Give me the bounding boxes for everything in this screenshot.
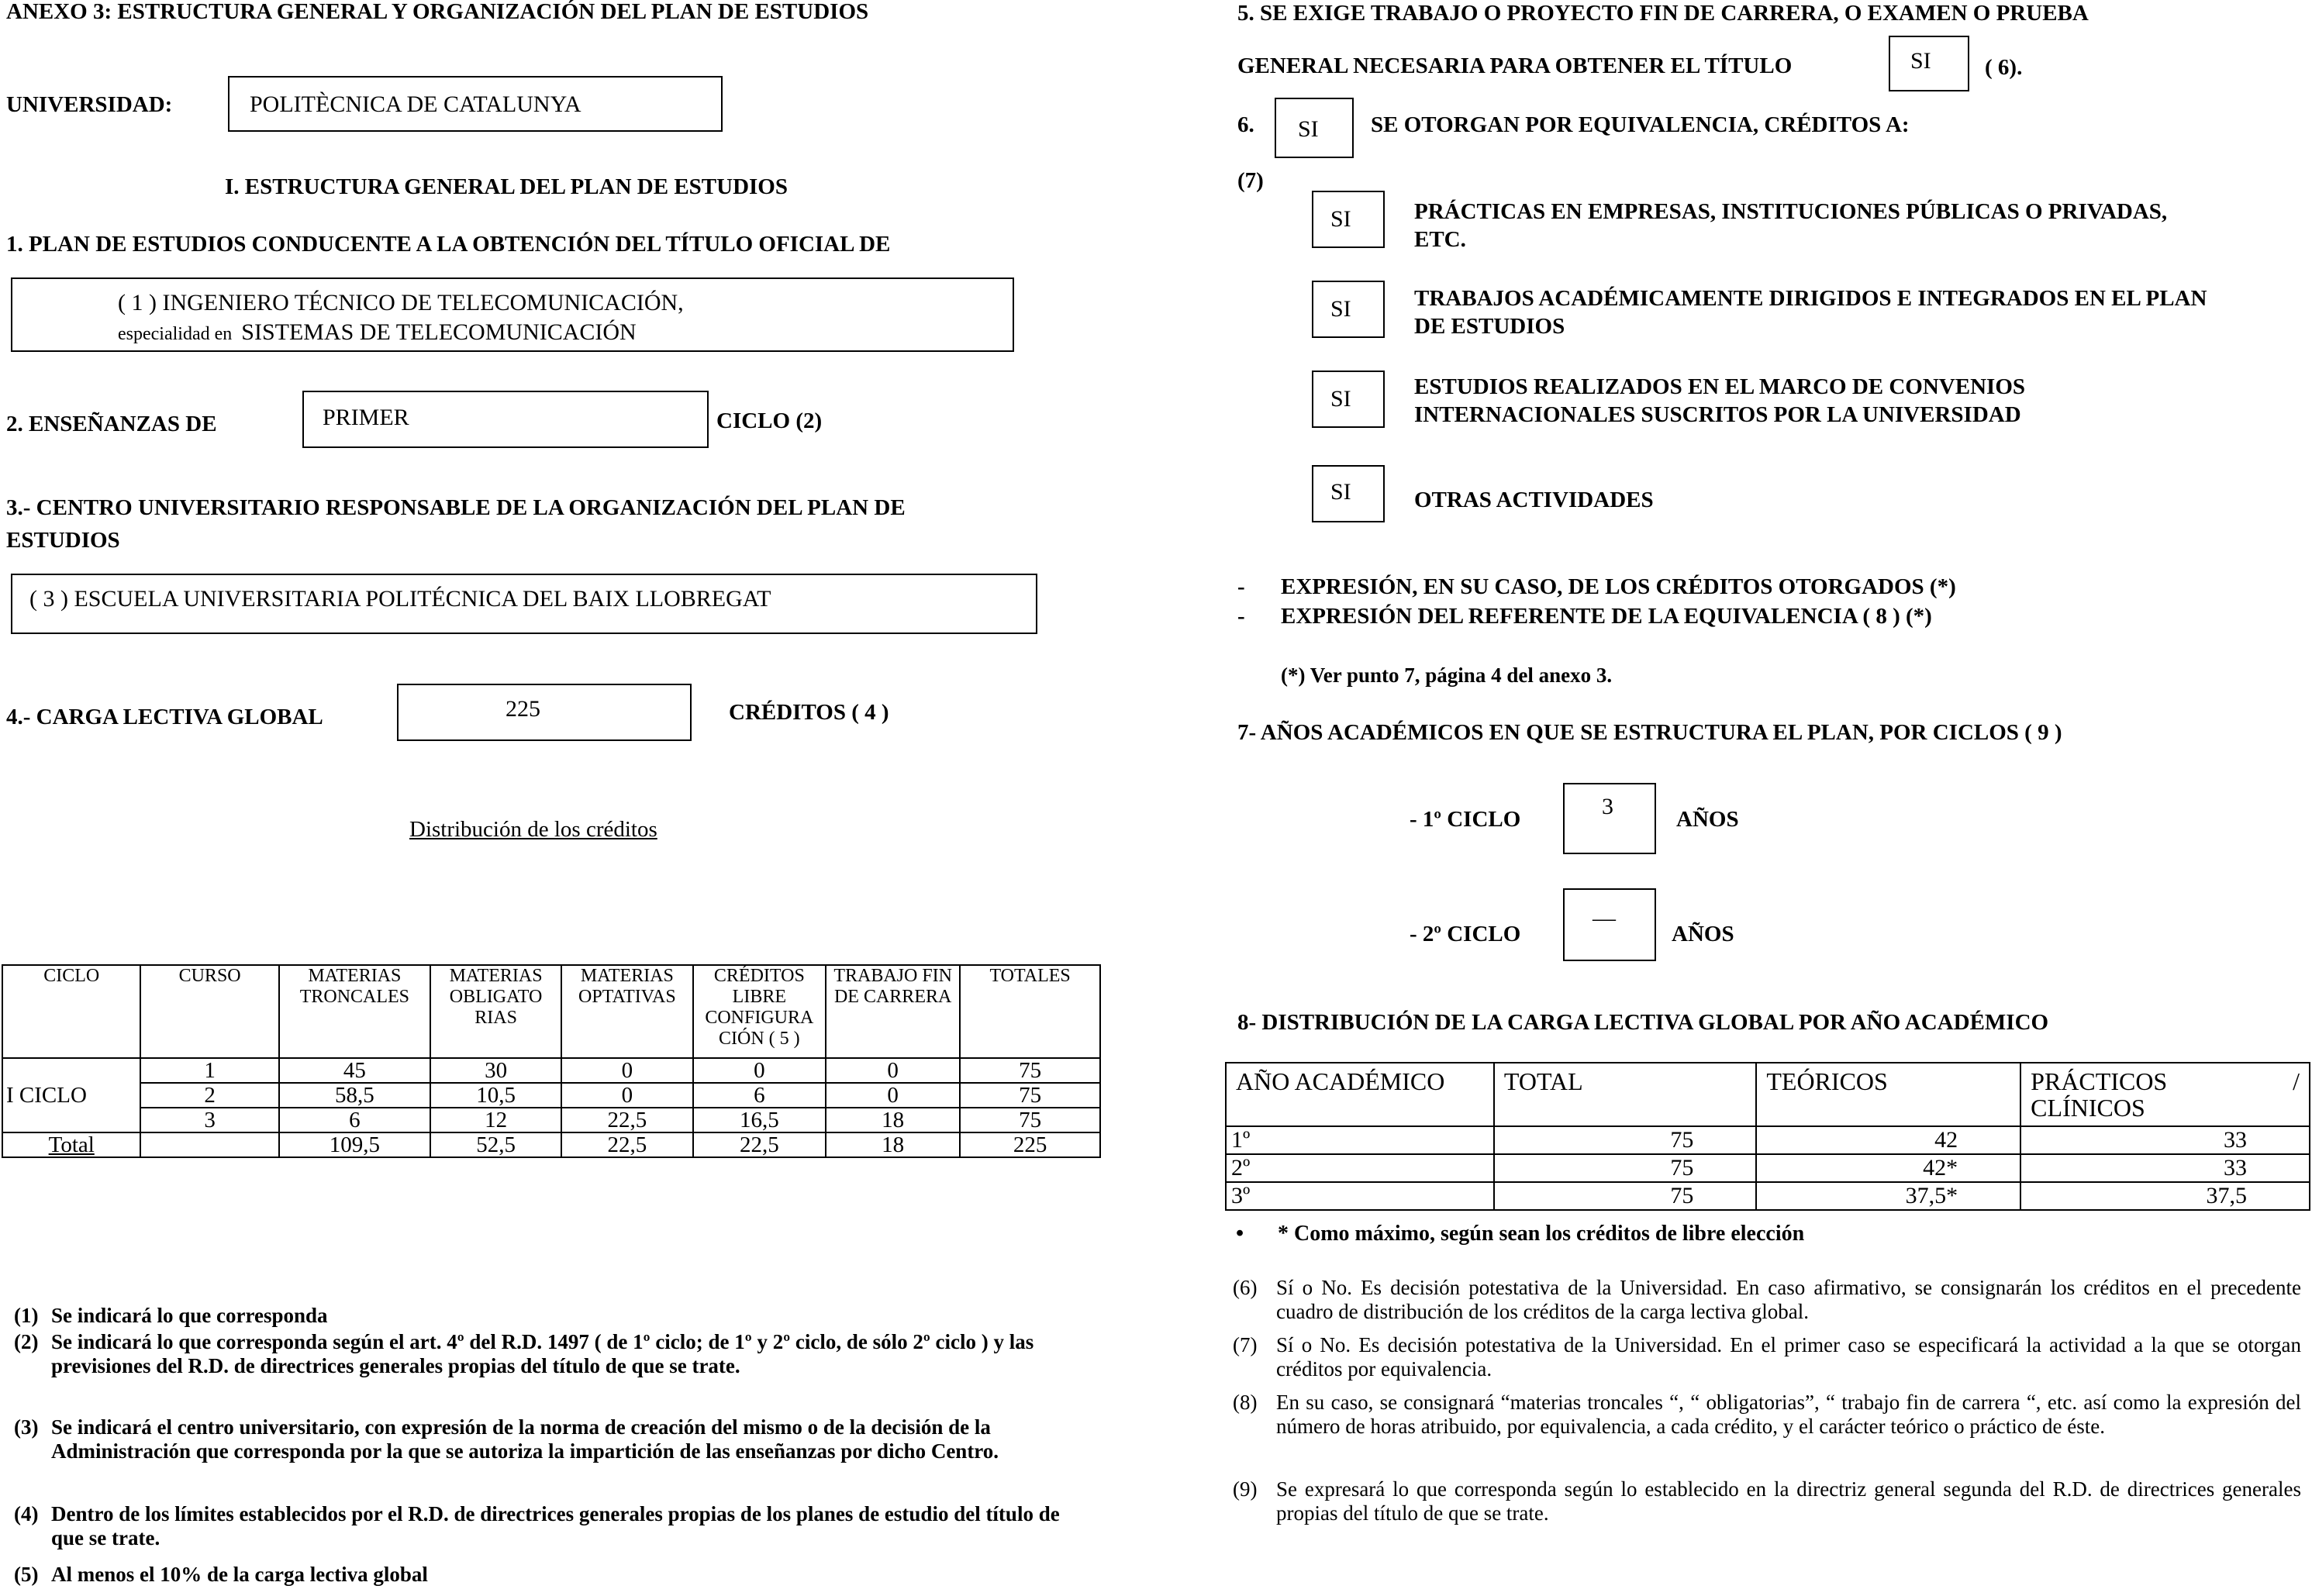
item5-line2: GENERAL NECESARIA PARA OBTENER EL TÍTULO [1237, 53, 1793, 78]
table-cell: 45 [279, 1058, 430, 1083]
table-row [2, 1083, 1100, 1108]
table-row [1226, 1182, 2310, 1210]
table-cell [140, 1132, 278, 1157]
table-cell: 42* [1756, 1154, 2020, 1182]
item7-title: 7- AÑOS ACADÉMICOS EN QUE SE ESTRUCTURA EL PLAN, POR CICLOS ( 9 ) [1237, 720, 2062, 745]
item5-line1: 5. SE EXIGE TRABAJO O PROYECTO FIN DE CARRERA, O EXAMEN O PRUEBA [1237, 1, 2089, 26]
table-cell: 58,5 [279, 1083, 430, 1108]
item2-suffix: CICLO (2) [716, 408, 823, 433]
eq-box-4 [1312, 465, 1385, 522]
cycle1-label: - 1º CICLO [1410, 807, 1521, 832]
equivalence-value: SI [1298, 116, 1319, 142]
table-cell: 75 [1494, 1126, 1756, 1154]
table-cell: 1º [1226, 1126, 1494, 1154]
title-line1: ( 1 ) INGENIERO TÉCNICO DE TELECOMUNICACIÓN, [118, 290, 684, 315]
cycle1-suffix: AÑOS [1676, 807, 1739, 832]
cycle2-box [1563, 888, 1656, 961]
note-text: Sí o No. Es decisión potestativa de la Universidad. En el primer caso se especificará la actividad a la que se otorgan créditos por equivalencia. [1276, 1333, 2301, 1381]
cycle2-value: — [1593, 905, 1616, 931]
note-num: (7) [1233, 1333, 1258, 1356]
note-text: Dentro de los límites establecidos por el R.D. de directrices generales propias de los planes de estudio del título de que se trate. [51, 1502, 1060, 1549]
university-label: UNIVERSIDAD: [6, 92, 173, 117]
table-cell: 22,5 [561, 1108, 692, 1132]
table-cell: 0 [561, 1058, 692, 1083]
table-row [2, 1108, 1100, 1132]
table-cell: 109,5 [279, 1132, 430, 1157]
table-cell: 75 [1494, 1154, 1756, 1182]
table-cell: 10,5 [430, 1083, 561, 1108]
annex-title: ANEXO 3: ESTRUCTURA GENERAL Y ORGANIZACIÓN DEL PLAN DE ESTUDIOS [6, 0, 869, 24]
note-text: En su caso, se consignará “materias troncales “, “ obligatorias”, “ trabajo fin de carrera “, etc. así como la expresión del número de horas atribuido, por equivalencia, a cada crédito, y el carácter teórico o práctico de éste. [1276, 1391, 2301, 1438]
table-cell: 2º [1226, 1154, 1494, 1182]
eq-line1: ESTUDIOS REALIZADOS EN EL MARCO DE CONVENIOS [1414, 374, 2025, 399]
table-cell: 0 [561, 1083, 692, 1108]
table-row [1226, 1126, 2310, 1154]
table-cell: 33 [2020, 1154, 2310, 1182]
title-line2-prefix: especialidad en [118, 324, 233, 344]
table-cell: 18 [826, 1108, 960, 1132]
expr-2: EXPRESIÓN DEL REFERENTE DE LA EQUIVALENCIA ( 8 ) (*) [1281, 604, 1932, 629]
table-cell: 3º [1226, 1182, 1494, 1210]
section-title: I. ESTRUCTURA GENERAL DEL PLAN DE ESTUDIOS [225, 174, 788, 199]
eq-value: SI [1330, 386, 1351, 412]
expr-1: EXPRESIÓN, EN SU CASO, DE LOS CRÉDITOS OTORGADOS (*) [1281, 574, 1956, 599]
note-text: Se indicará lo que corresponda según el art. 4º del R.D. 1497 ( de 1º ciclo; de 1º y 2º ciclo, de sólo 2º ciclo ) y las previsiones del R.D. de directrices generales propias del título de que se trate. [51, 1330, 1034, 1377]
table-total-row [2, 1132, 1100, 1157]
note-text: Al menos el 10% de la carga lectiva global [51, 1563, 428, 1586]
eq-box-3 [1312, 371, 1385, 428]
equivalence-box [1275, 98, 1354, 158]
title-box [11, 277, 1014, 352]
th-teoricos: TEÓRICOS [1756, 1063, 2020, 1126]
table-cell: 37,5* [1756, 1182, 2020, 1210]
table-cell: 52,5 [430, 1132, 561, 1157]
th-troncales: MATERIAS TRONCALES [279, 965, 430, 1058]
table-cell: 16,5 [693, 1108, 826, 1132]
cycle-value: PRIMER [323, 405, 409, 430]
table-cell: 1 [140, 1058, 278, 1083]
total-label: Total [2, 1132, 140, 1157]
table-cell: 6 [279, 1108, 430, 1132]
project-box [1889, 36, 1969, 91]
note-num: (6) [1233, 1276, 1258, 1299]
annual-load-table [1225, 1062, 2310, 1211]
item4-label: 4.- CARGA LECTIVA GLOBAL [6, 705, 323, 729]
th-curso: CURSO [140, 965, 278, 1058]
cycle-cell: I CICLO [2, 1058, 140, 1132]
table-cell: 75 [960, 1058, 1100, 1083]
item3-label-line2: ESTUDIOS [6, 528, 120, 553]
th-totales: TOTALES [960, 965, 1100, 1058]
eq-line1: OTRAS ACTIVIDADES [1414, 488, 1654, 512]
eq-value: SI [1330, 206, 1351, 232]
table-row [2, 1058, 1100, 1083]
table-cell: 0 [826, 1083, 960, 1108]
table-cell: 0 [826, 1058, 960, 1083]
table-cell: 2 [140, 1083, 278, 1108]
cycle-box [302, 391, 709, 448]
eq-value: SI [1330, 296, 1351, 322]
credits-table [2, 964, 1101, 1158]
university-box [228, 76, 723, 132]
note-text: Se expresará lo que corresponda según lo establecido en la directriz general segunda del R.D. de directrices generales propias del título de que se trate. [1276, 1477, 2301, 1525]
eq-box-2 [1312, 281, 1385, 338]
table-row [1226, 1154, 2310, 1182]
eq-box-1 [1312, 191, 1385, 248]
table-cell: 3 [140, 1108, 278, 1132]
th-libre: CRÉDITOS LIBRE CONFIGURA CIÓN ( 5 ) [693, 965, 826, 1058]
note-num: (3) [14, 1415, 39, 1439]
table-cell: 12 [430, 1108, 561, 1132]
expr-dash-1: - [1237, 574, 1245, 599]
note-num: (9) [1233, 1477, 1258, 1501]
note-num: (2) [14, 1330, 39, 1353]
table-cell: 37,5 [2020, 1182, 2310, 1210]
cycle2-label: - 2º CICLO [1410, 922, 1521, 946]
cycle2-suffix: AÑOS [1672, 922, 1734, 946]
item6-num: 6. [1237, 112, 1254, 137]
title-line2 [118, 319, 637, 346]
title-line2-value: SISTEMAS DE TELECOMUNICACIÓN [241, 319, 637, 345]
table-cell: 22,5 [693, 1132, 826, 1157]
table-cell: 42 [1756, 1126, 2020, 1154]
th-optativas: MATERIAS OPTATIVAS [561, 965, 692, 1058]
table-cell: 225 [960, 1132, 1100, 1157]
item8-title: 8- DISTRIBUCIÓN DE LA CARGA LECTIVA GLOBAL POR AÑO ACADÉMICO [1237, 1010, 2049, 1035]
note-num: (8) [1233, 1391, 1258, 1414]
note-num: (1) [14, 1304, 39, 1327]
note-num: (5) [14, 1563, 39, 1586]
note-text: Sí o No. Es decisión potestativa de la Universidad. En caso afirmativo, se consignarán los créditos en el precedente cuadro de distribución de los créditos de la carga lectiva global. [1276, 1276, 2301, 1323]
bullet: • [1236, 1221, 1244, 1246]
table-cell: 75 [1494, 1182, 1756, 1210]
item4-suffix: CRÉDITOS ( 4 ) [729, 700, 889, 725]
credits-value: 225 [506, 696, 540, 722]
center-box [11, 574, 1037, 634]
table-cell: 6 [693, 1083, 826, 1108]
center-value: ( 3 ) ESCUELA UNIVERSITARIA POLITÉCNICA DEL BAIX LLOBREGAT [29, 586, 771, 612]
note-num: (4) [14, 1502, 39, 1525]
credits-box [397, 684, 692, 741]
item1-label: 1. PLAN DE ESTUDIOS CONDUCENTE A LA OBTENCIÓN DEL TÍTULO OFICIAL DE [6, 232, 891, 257]
cycle1-value: 3 [1602, 794, 1613, 819]
eq-line1: PRÁCTICAS EN EMPRESAS, INSTITUCIONES PÚBLICAS O PRIVADAS, [1414, 199, 2168, 224]
expr-dash-2: - [1237, 604, 1245, 629]
item7-ref: (7) [1237, 168, 1264, 193]
cycle1-box [1563, 783, 1656, 854]
th-trabajo: TRABAJO FIN DE CARRERA [826, 965, 960, 1058]
th-slash: / [2293, 1067, 2300, 1095]
table-cell: 22,5 [561, 1132, 692, 1157]
expr-note: (*) Ver punto 7, página 4 del anexo 3. [1281, 664, 1613, 687]
distribution-title: Distribución de los créditos [409, 817, 657, 842]
eq-line2: ETC. [1414, 227, 1466, 252]
th-practicos [2020, 1063, 2310, 1126]
table-cell: 75 [960, 1108, 1100, 1132]
eq-line2: DE ESTUDIOS [1414, 314, 1565, 339]
th-practicos-label: PRÁCTICOS [2031, 1067, 2168, 1095]
table-cell: 0 [693, 1058, 826, 1083]
project-value: SI [1910, 48, 1931, 74]
item5-suffix: ( 6). [1985, 55, 2023, 80]
eq-line1: TRABAJOS ACADÉMICAMENTE DIRIGIDOS E INTEGRADOS EN EL PLAN [1414, 286, 2207, 311]
university-value: POLITÈCNICA DE CATALUNYA [250, 91, 581, 117]
table-cell: 18 [826, 1132, 960, 1157]
table-cell: 33 [2020, 1126, 2310, 1154]
table8-footnote: * Como máximo, según sean los créditos de libre elección [1278, 1222, 1805, 1246]
eq-value: SI [1330, 479, 1351, 505]
th-total: TOTAL [1494, 1063, 1756, 1126]
eq-line2: INTERNACIONALES SUSCRITOS POR LA UNIVERSIDAD [1414, 402, 2021, 427]
table-cell: 30 [430, 1058, 561, 1083]
table-cell: 75 [960, 1083, 1100, 1108]
item3-label-line1: 3.- CENTRO UNIVERSITARIO RESPONSABLE DE LA ORGANIZACIÓN DEL PLAN DE [6, 495, 906, 520]
note-text: Se indicará lo que corresponda [51, 1304, 328, 1327]
item6-label: SE OTORGAN POR EQUIVALENCIA, CRÉDITOS A: [1371, 112, 1910, 137]
item2-label: 2. ENSEÑANZAS DE [6, 412, 217, 436]
th-year: AÑO ACADÉMICO [1226, 1063, 1494, 1126]
th-clinicos: CLÍNICOS [2031, 1094, 2145, 1122]
th-ciclo: CICLO [2, 965, 140, 1058]
note-text: Se indicará el centro universitario, con expresión de la norma de creación del mismo o de la decisión de la Administración que corresponda por la que se autoriza la impartición de las enseñanzas por dicho Centro. [51, 1415, 999, 1463]
th-obligatorias: MATERIAS OBLIGATO RIAS [430, 965, 561, 1058]
